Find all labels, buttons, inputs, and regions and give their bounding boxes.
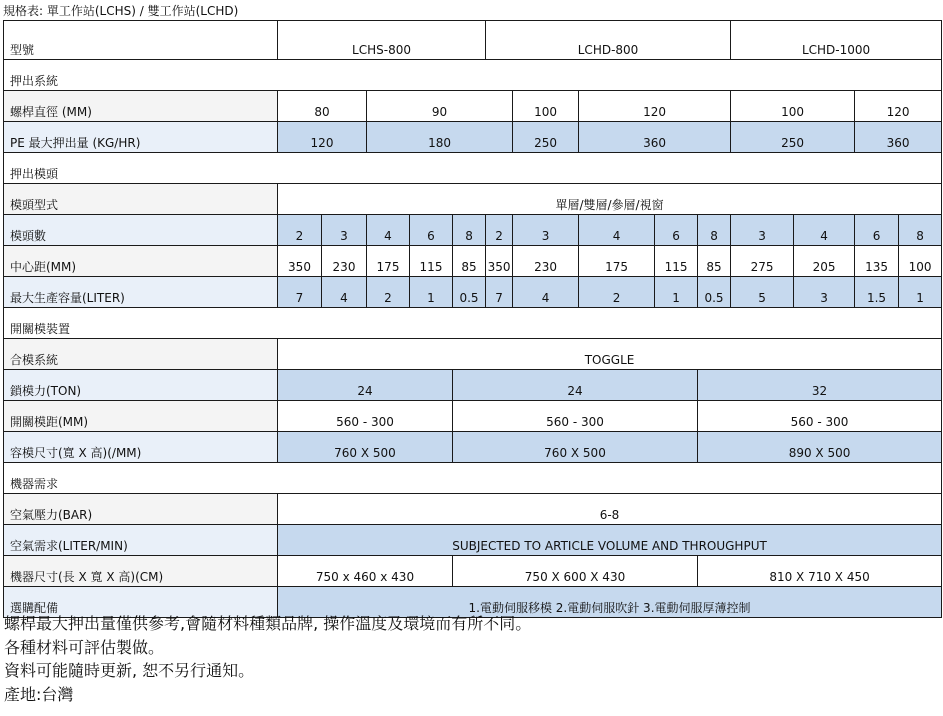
row-center	[4, 246, 942, 277]
capacity-cell: 5	[731, 277, 794, 308]
die-count-cell: 3	[322, 215, 367, 246]
die-count-cell: 2	[278, 215, 322, 246]
mold-size-cell: 890 X 500	[698, 432, 942, 463]
machine-size-cell: 750 X 600 X 430	[453, 556, 698, 587]
row-label-clamp-force: 鎖模力(TON)	[4, 370, 278, 401]
mold-open-cell: 560 - 300	[698, 401, 942, 432]
section-die-head: 押出模頭	[4, 153, 942, 184]
die-count-cell: 6	[855, 215, 899, 246]
center-cell: 350	[486, 246, 513, 277]
center-cell: 175	[367, 246, 410, 277]
die-count-cell: 6	[410, 215, 453, 246]
note-line: 資料可能隨時更新, 恕不另行通知。	[4, 661, 255, 680]
mold-open-cell: 560 - 300	[453, 401, 698, 432]
output-cell: 250	[731, 122, 855, 153]
output-cell: 120	[278, 122, 367, 153]
die-count-cell: 6	[655, 215, 698, 246]
row-label-die-type: 模頭型式	[4, 184, 278, 215]
row-label-screw: 螺桿直徑 (MM)	[4, 91, 278, 122]
section-extrusion: 押出系統	[4, 60, 942, 91]
note-line: 各種材料可評估製做。	[4, 637, 165, 657]
center-cell: 275	[731, 246, 794, 277]
clamp-system-value: TOGGLE	[278, 339, 942, 370]
capacity-cell: 1	[410, 277, 453, 308]
mold-size-cell: 760 X 500	[453, 432, 698, 463]
die-count-cell: 4	[579, 215, 655, 246]
center-cell: 85	[453, 246, 486, 277]
air-demand-value: SUBJECTED TO ARTICLE VOLUME AND THROUGHPUT	[278, 525, 942, 556]
header-label: 型號	[4, 21, 278, 60]
center-cell: 350	[278, 246, 322, 277]
screw-cell: 100	[731, 91, 855, 122]
model-lchd-800: LCHD-800	[486, 21, 731, 60]
center-cell: 230	[322, 246, 367, 277]
die-count-cell: 3	[513, 215, 579, 246]
capacity-cell: 0.5	[698, 277, 731, 308]
machine-size-cell: 750 x 460 x 430	[278, 556, 453, 587]
die-count-cell: 2	[486, 215, 513, 246]
capacity-cell: 1	[899, 277, 942, 308]
center-cell: 135	[855, 246, 899, 277]
options-value: 1.電動伺服移模 2.電動伺服吹針 3.電動伺服厚薄控制	[278, 587, 942, 618]
section-machine: 機器需求	[4, 463, 942, 494]
capacity-cell: 3	[794, 277, 855, 308]
row-label-center: 中心距(MM)	[4, 246, 278, 277]
die-count-cell: 4	[794, 215, 855, 246]
capacity-cell: 1.5	[855, 277, 899, 308]
machine-size-cell: 810 X 710 X 450	[698, 556, 942, 587]
capacity-cell: 4	[322, 277, 367, 308]
row-label-capacity: 最大生產容量(LITER)	[4, 277, 278, 308]
center-cell: 175	[579, 246, 655, 277]
capacity-cell: 0.5	[453, 277, 486, 308]
output-cell: 250	[513, 122, 579, 153]
row-label-output: PE 最大押出量 (KG/HR)	[4, 122, 278, 153]
mold-size-cell: 760 X 500	[278, 432, 453, 463]
note-line: 產地:台灣	[4, 684, 74, 704]
row-label-machine-size: 機器尺寸(長 X 寬 X 高)(CM)	[4, 556, 278, 587]
row-capacity	[4, 277, 942, 308]
die-count-cell: 8	[453, 215, 486, 246]
clamp-force-cell: 24	[453, 370, 698, 401]
capacity-cell: 2	[367, 277, 410, 308]
center-cell: 205	[794, 246, 855, 277]
clamp-force-cell: 32	[698, 370, 942, 401]
center-cell: 100	[899, 246, 942, 277]
output-cell: 360	[579, 122, 731, 153]
output-cell: 180	[367, 122, 513, 153]
die-count-cell: 8	[698, 215, 731, 246]
notes	[4, 612, 531, 706]
row-label-options: 選購配備	[4, 587, 278, 618]
model-lchd-1000: LCHD-1000	[731, 21, 942, 60]
air-pressure-value: 6-8	[278, 494, 942, 525]
capacity-cell: 1	[655, 277, 698, 308]
die-count-cell: 8	[899, 215, 942, 246]
center-cell: 115	[655, 246, 698, 277]
screw-cell: 120	[855, 91, 942, 122]
clamp-force-cell: 24	[278, 370, 453, 401]
screw-cell: 120	[579, 91, 731, 122]
mold-open-cell: 560 - 300	[278, 401, 453, 432]
spec-title: 規格表: 單工作站(LCHS) / 雙工作站(LCHD)	[3, 4, 239, 18]
center-cell: 85	[698, 246, 731, 277]
row-label-mold-open: 開關模距(MM)	[4, 401, 278, 432]
note-line: 螺桿最大押出量僅供參考,會隨材料種類品牌, 操作溫度及環境而有所不同。	[4, 614, 532, 633]
screw-cell: 100	[513, 91, 579, 122]
die-type-value: 單層/雙層/參層/視窗	[278, 184, 942, 215]
capacity-cell: 2	[579, 277, 655, 308]
row-label-die-count: 模頭數	[4, 215, 278, 246]
row-label-air-pressure: 空氣壓力(BAR)	[4, 494, 278, 525]
capacity-cell: 4	[513, 277, 579, 308]
spec-table	[3, 20, 942, 618]
row-label-clamp-system: 合模系統	[4, 339, 278, 370]
die-count-cell: 3	[731, 215, 794, 246]
capacity-cell: 7	[278, 277, 322, 308]
row-label-mold-size: 容模尺寸(寬 X 高)(/MM)	[4, 432, 278, 463]
die-count-cell: 4	[367, 215, 410, 246]
row-label-air-demand: 空氣需求(LITER/MIN)	[4, 525, 278, 556]
row-die-count	[4, 215, 942, 246]
center-cell: 115	[410, 246, 453, 277]
output-cell: 360	[855, 122, 942, 153]
screw-cell: 80	[278, 91, 367, 122]
capacity-cell: 7	[486, 277, 513, 308]
screw-cell: 90	[367, 91, 513, 122]
center-cell: 230	[513, 246, 579, 277]
section-clamp: 開關模裝置	[4, 308, 942, 339]
model-lchs-800: LCHS-800	[278, 21, 486, 60]
